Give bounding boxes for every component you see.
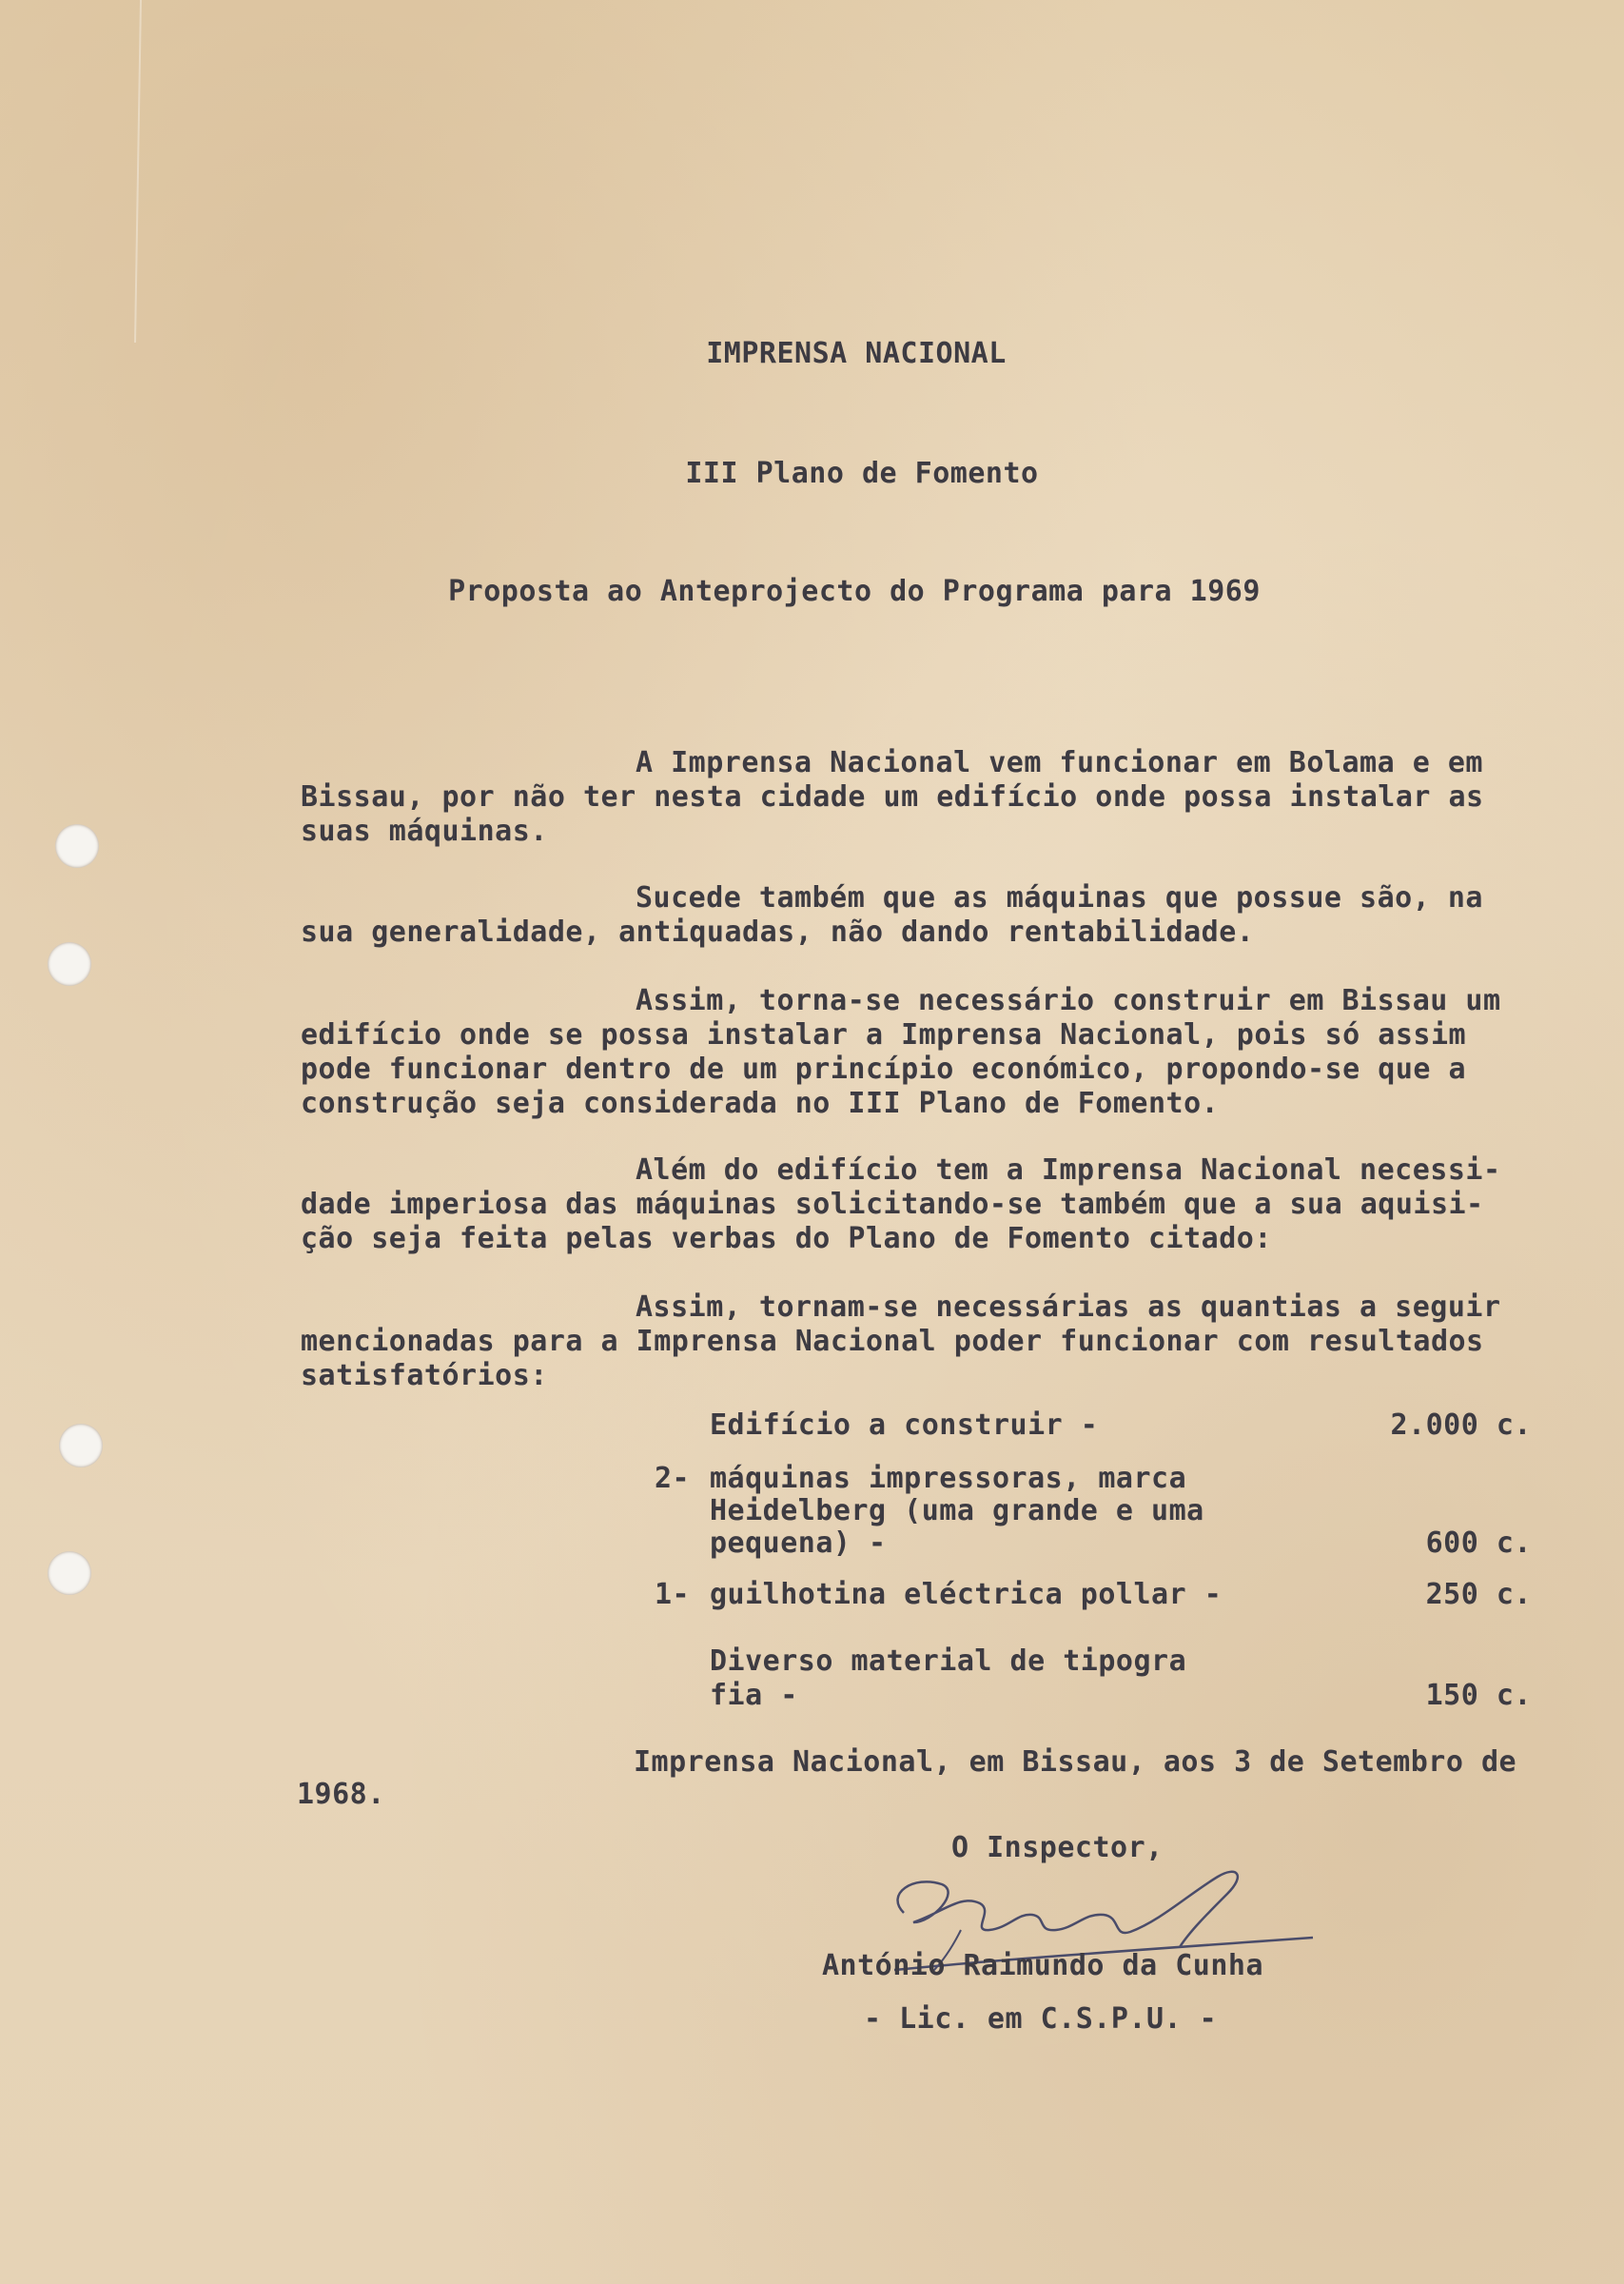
- item-2-description: Heidelberg (uma grande e uma: [710, 1494, 1204, 1527]
- paragraph-5-line: mencionadas para a Imprensa Nacional poder funcionar com resultados: [301, 1325, 1484, 1358]
- item-2-description: máquinas impressoras, marca: [710, 1462, 1187, 1495]
- paragraph-3-line: edifício onde se possa instalar a Imprensa Nacional, pois só assim: [301, 1018, 1467, 1052]
- closing-place-date: Imprensa Nacional, em Bissau, aos 3 de Setembro de: [634, 1745, 1517, 1779]
- paragraph-3-line: construção seja considerada no III Plano de Fomento.: [301, 1087, 1220, 1120]
- item-1-description: Edifício a construir -: [710, 1408, 1099, 1442]
- paragraph-2-line: sua generalidade, antiquadas, não dando rentabilidade.: [301, 916, 1255, 949]
- signatory-title: - Lic. em C.S.P.U. -: [864, 2002, 1218, 2036]
- item-1-amount: 2.000 c.: [1390, 1408, 1532, 1442]
- item-2-amount: 600 c.: [1425, 1526, 1532, 1560]
- paragraph-3-line: pode funcionar dentro de um princípio económico, propondo-se que a: [301, 1053, 1467, 1086]
- item-3-description: guilhotina eléctrica pollar -: [710, 1578, 1223, 1611]
- item-3-amount: 250 c.: [1425, 1578, 1532, 1611]
- item-4-amount: 150 c.: [1425, 1679, 1532, 1712]
- item-3-prefix: 1-: [655, 1578, 691, 1611]
- paragraph-1-line: A Imprensa Nacional vem funcionar em Bolama e em: [636, 746, 1483, 779]
- paragraph-4-line: Além do edifício tem a Imprensa Nacional necessi-: [636, 1153, 1501, 1187]
- paragraph-3-line: Assim, torna-se necessário construir em Bissau um: [636, 984, 1501, 1017]
- signatory-name: António Raimundo da Cunha: [822, 1949, 1264, 1982]
- punch-hole: [48, 1551, 91, 1595]
- paragraph-1-line: suas máquinas.: [301, 815, 548, 848]
- item-2-description: pequena) -: [710, 1526, 887, 1560]
- paragraph-4-line: ção seja feita pelas verbas do Plano de Fomento citado:: [301, 1222, 1272, 1255]
- punch-hole: [59, 1424, 103, 1467]
- handwritten-signature: [875, 1856, 1332, 2008]
- paragraph-4-line: dade imperiosa das máquinas solicitando-se também que a sua aquisi-: [301, 1188, 1484, 1221]
- closing-role: O Inspector,: [951, 1831, 1164, 1864]
- paragraph-5-line: Assim, tornam-se necessárias as quantias a seguir: [636, 1290, 1501, 1324]
- header-proposal: Proposta ao Anteprojecto do Programa para 1969: [448, 575, 1261, 608]
- item-2-prefix: 2-: [655, 1462, 691, 1495]
- punch-hole: [55, 824, 99, 868]
- paragraph-2-line: Sucede também que as máquinas que possue são, na: [636, 881, 1483, 915]
- paper-crease: [133, 0, 143, 343]
- punch-hole: [48, 942, 91, 986]
- closing-year: 1968.: [297, 1778, 385, 1811]
- item-4-description: Diverso material de tipogra: [710, 1644, 1187, 1678]
- header-subtitle: III Plano de Fomento: [685, 457, 1039, 490]
- header-title: IMPRENSA NACIONAL: [706, 337, 1007, 370]
- paragraph-5-line: satisfatórios:: [301, 1359, 548, 1392]
- paragraph-1-line: Bissau, por não ter nesta cidade um edifício onde possa instalar as: [301, 780, 1484, 814]
- item-4-description: fia -: [710, 1679, 798, 1712]
